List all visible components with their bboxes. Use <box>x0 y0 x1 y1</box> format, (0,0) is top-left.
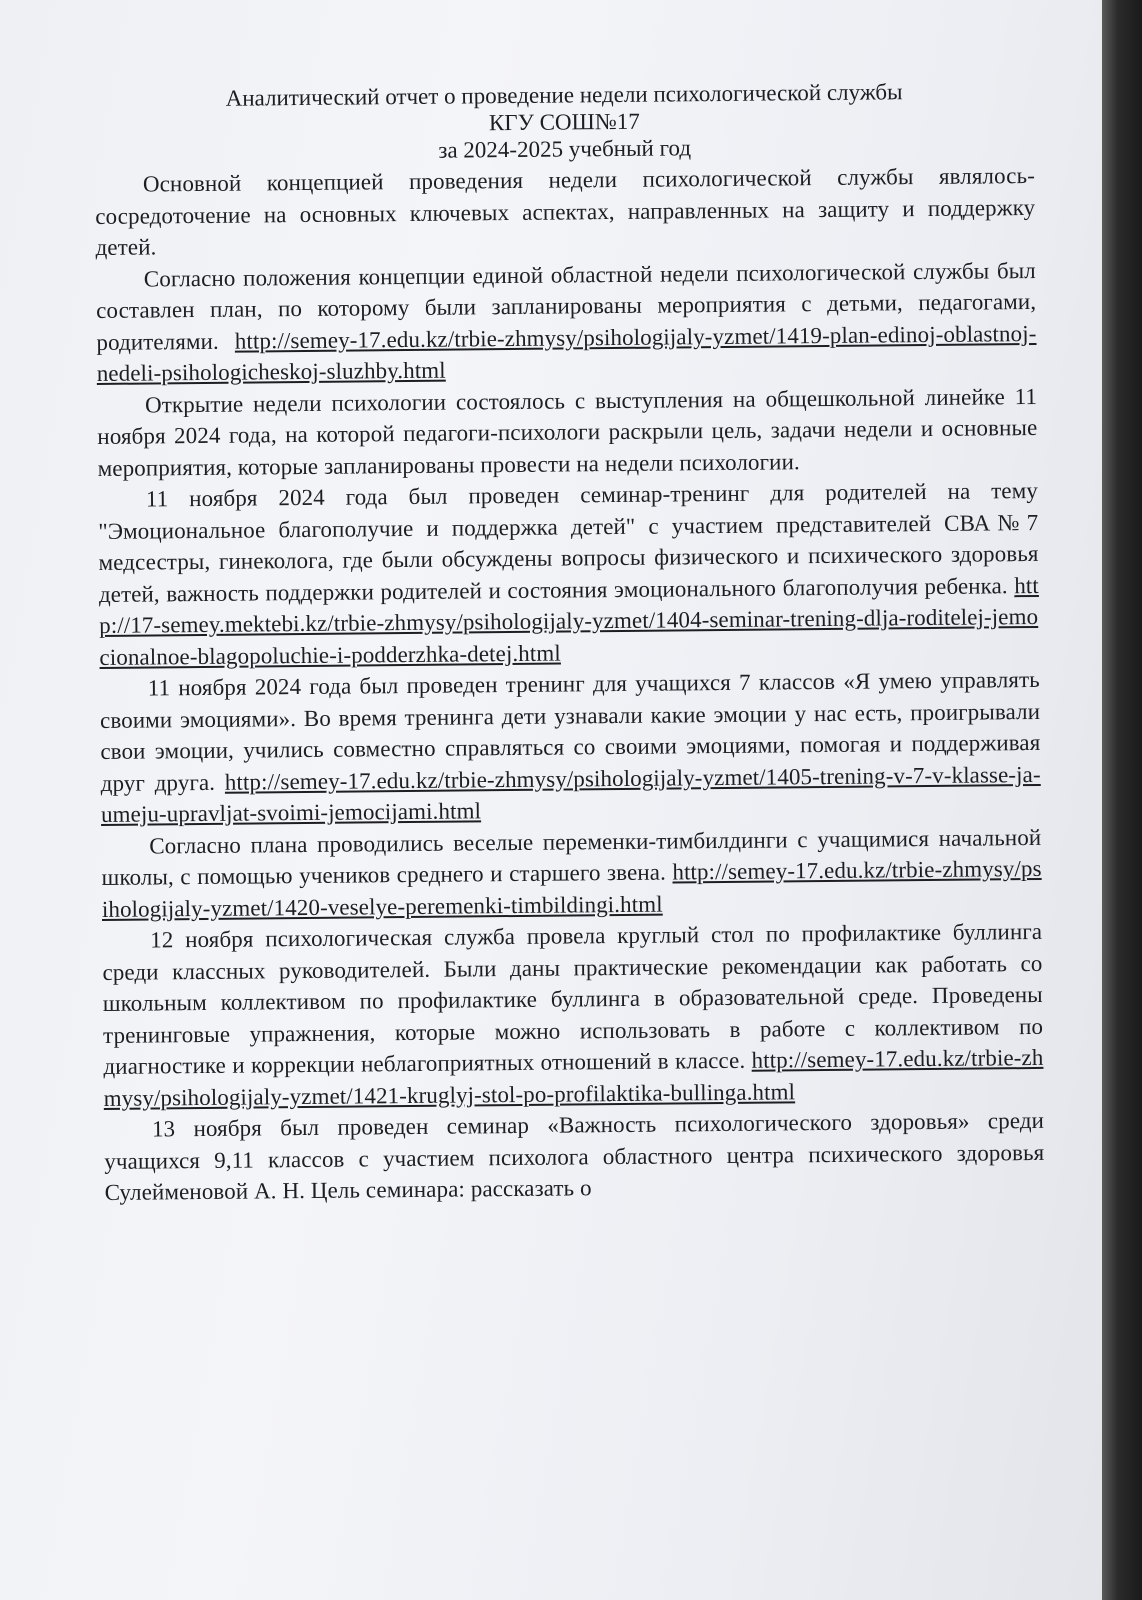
paragraph-emotions-training <box>100 664 1041 831</box>
paragraph-opening <box>97 380 1038 484</box>
paragraph-round-table <box>102 916 1044 1114</box>
paragraph-parents-seminar <box>98 475 1040 673</box>
document-page <box>94 77 1045 1208</box>
paragraph-concept <box>95 160 1036 264</box>
paragraph-text: Согласно положения концепции единой областной недели психологической службы был составлен план, по которому были запланированы мероприятия с детьми, педагогами, родителями. <box>96 257 1037 355</box>
paragraph-text: Согласно плана проводились веселые переменки-тимбилдинги с учащимися начальной школы, с помощью учеников среднего и старшего звена. <box>101 824 1042 890</box>
paragraph-text: 11 ноября 2024 года был проведен семинар-тренинг для родителей на тему "Эмоциональное благополучие и поддержка детей" с участием представителей СВА№7 медсестры, гинеколога, где были обсуждены вопросы физического и психического здоровья детей, важность поддержки родителей и состояния эмоционального благополучия ребенка. <box>98 477 1039 607</box>
document-header <box>94 77 1035 167</box>
school-name: КГУ СОШ№17 <box>488 108 640 136</box>
paragraph-text: 12 ноября психологическая служба провела круглый стол по профилактике буллинга среди классных руководителей. Были даны практические рекомендации как работать со школьным коллективом по профилактике буллинга в образовательной среде. Проведены тренинговые упражнения, которые можно использовать в работе с коллективом по диагностике и коррекции неблагоприятных отношений в классе. <box>102 918 1044 1079</box>
paragraph-plan <box>96 254 1037 389</box>
paragraph-text: 11 ноября 2024 года был проведен тренинг для учащихся 7 классов «Я умею управлять своими эмоциями». Во время тренинга дети узнавали какие эмоции у нас есть, проигрывали свои эмоции, учились совместно справляться со своими эмоциями, помогая и поддерживая друг друга. <box>99 666 1041 796</box>
plan-link[interactable]: http://semey-17.edu.kz/trbie-zhmysy/psihologijaly-yzmet/1419-plan-edinoj-oblastnoj-nedeli-psihologicheskoj-sluzhby.html <box>96 320 1037 386</box>
background-edge <box>1102 0 1142 1600</box>
teambuilding-link[interactable]: http://semey-17.edu.kz/trbie-zhmysy/psihologijaly-yzmet/1420-veselye-peremenki-timbildingi.html <box>101 855 1042 922</box>
emotions-training-link[interactable]: http://semey-17.edu.kz/trbie-zhmysy/psihologijaly-yzmet/1405-trening-v-7-v-klasse-ja-umeju-upravljat-svoimi-jemocijami.html <box>100 761 1041 827</box>
paragraph-text: Открытие недели психологии состоялось с выступления на общешкольной линейке 11 ноября 2024 года, на которой педагоги-психологи раскрыли цель, задачи недели и основные мероприятия, которые запланированы провести на недели психологии. <box>97 383 1038 481</box>
parents-seminar-link[interactable]: http://17-semey.mektebi.kz/trbie-zhmysy/psihologijaly-yzmet/1404-seminar-trening-dlja-roditelej-jemocionalnoe-blagopoluchie-i-podderzhka-detej.html <box>99 572 1039 670</box>
document-title: Аналитический отчет о проведение недели психологической службы <box>225 79 903 111</box>
paragraph-text: Основной концепцией проведения недели психологической службы являлось-сосредоточение на основных ключевых аспектах, направленных на защиту и поддержку детей. <box>95 162 1036 260</box>
paragraph-health-seminar <box>104 1105 1045 1209</box>
academic-year: за 2024-2025 учебный год <box>438 135 692 163</box>
paragraph-teambuilding <box>101 821 1042 925</box>
round-table-link[interactable]: http://semey-17.edu.kz/trbie-zhmysy/psihologijaly-yzmet/1421-kruglyj-stol-po-profilaktika-bullinga.html <box>103 1044 1044 1111</box>
paragraph-text: 13 ноября был проведен семинар «Важность психологического здоровья» среди учащихся 9,11 классов с участием психолога областного центра психического здоровья Сулейменовой А. Н. Цель семинара: рассказать о <box>104 1107 1045 1205</box>
